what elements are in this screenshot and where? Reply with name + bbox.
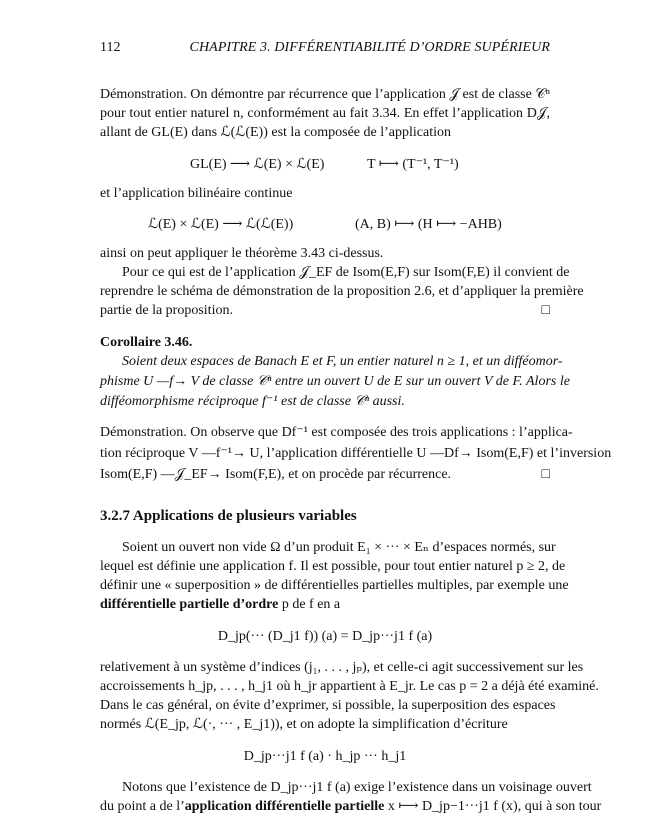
section-line-2: lequel est définie une application f. Il est possible, pour tout entier naturel p ≥ 2, de bbox=[100, 559, 566, 574]
qed-symbol: □ bbox=[541, 303, 550, 318]
section-line-10-start: du point a de l’ bbox=[100, 799, 185, 814]
display-equation-1-map: GL(E) ⟶ ℒ(E) × ℒ(E) bbox=[190, 157, 325, 172]
defined-term-2: application différentielle partielle bbox=[184, 799, 385, 814]
section-line-1: Soient un ouvert non vide Ω d’un produit E₁ × ··· × Eₙ d’espaces normés, sur bbox=[122, 540, 556, 555]
proof-line-8 bbox=[100, 302, 550, 320]
display-equation-2-map: ℒ(E) × ℒ(E) ⟶ ℒ(ℒ(E)) bbox=[148, 217, 294, 232]
proof2-line-3 bbox=[100, 466, 550, 484]
section-heading: 3.2.7 Applications de plusieurs variables bbox=[100, 508, 357, 524]
section-line-4 bbox=[100, 596, 550, 614]
section-line-8: normés ℒ(E_jp, ℒ(·, ··· , E_j1)), et on adopte la simplification d’écriture bbox=[100, 717, 508, 732]
corollary-line-3: difféomorphisme réciproque f⁻¹ est de classe 𝒞ⁿ aussi. bbox=[100, 394, 405, 409]
display-equation-1-formula: T ⟼ (T⁻¹, T⁻¹) bbox=[367, 157, 459, 172]
proof-line-3: allant de GL(E) dans ℒ(ℒ(E)) est la composée de l’application bbox=[100, 125, 451, 140]
display-equation-2-formula: (A, B) ⟼ (H ⟼ −AHB) bbox=[355, 217, 502, 232]
section-line-4-rest: p de f en a bbox=[278, 597, 341, 612]
page-number: 112 bbox=[100, 40, 121, 55]
section-line-9: Notons que l’existence de D_jp···j1 f (a) exige l’existence dans un voisinage ouvert bbox=[122, 780, 592, 795]
proof-line-1: Démonstration. On démontre par récurrence que l’application 𝒥 est de classe 𝒞ⁿ bbox=[100, 87, 550, 102]
corollary-line-2: phisme U —f→ V de classe 𝒞ⁿ entre un ouvert U de E sur un ouvert V de F. Alors le bbox=[100, 374, 570, 389]
section-line-3: définir une « superposition » de différentielles partielles multiples, par exemple une bbox=[100, 578, 569, 593]
display-equation-3: D_jp(··· (D_j1 f)) (a) = D_jp···j1 f (a) bbox=[217, 629, 433, 644]
chapter-title: CHAPITRE 3. DIFFÉRENTIABILITÉ D’ORDRE SUPÉRIEUR bbox=[189, 40, 550, 55]
section-line-5: relativement à un système d’indices (j₁, . . . , jₚ), et celle-ci agit successivement sur les bbox=[100, 660, 584, 675]
proof2-line-3-text: Isom(E,F) —𝒥_EF→ Isom(F,E), et on procède par récurrence. bbox=[100, 467, 452, 482]
corollary-line-1: Soient deux espaces de Banach E et F, un entier naturel n ≥ 1, et un difféomor- bbox=[122, 354, 563, 369]
defined-term: différentielle partielle d’ordre bbox=[100, 597, 279, 612]
proof-line-6: Pour ce qui est de l’application 𝒥_EF de Isom(E,F) sur Isom(F,E) il convient de bbox=[122, 265, 570, 280]
proof-line-5: ainsi on peut appliquer le théorème 3.43 ci-dessus. bbox=[100, 246, 384, 261]
proof-line-8-text: partie de la proposition. bbox=[100, 303, 233, 318]
proof2-line-2: tion réciproque V —f⁻¹→ U, l’application différentielle U —Df→ Isom(E,F) et l’inversion bbox=[100, 446, 612, 461]
proof-line-2: pour tout entier naturel n, conformément au fait 3.34. En effet l’application D𝒥, bbox=[100, 106, 550, 121]
qed-symbol-2: □ bbox=[541, 467, 550, 482]
proof-line-4: et l’application bilinéaire continue bbox=[100, 186, 293, 201]
section-line-7: Dans le cas général, on évite d’exprimer, si possible, la superposition des espaces bbox=[100, 698, 556, 713]
display-equation-4: D_jp···j1 f (a) · h_jp ··· h_j1 bbox=[243, 749, 407, 764]
proof2-line-1: Démonstration. On observe que Df⁻¹ est composée des trois applications : l’applica- bbox=[100, 425, 573, 440]
section-line-10-end: x ⟼ D_jp−1···j1 f (x), qui à son tour bbox=[384, 799, 602, 814]
section-line-10 bbox=[100, 798, 602, 816]
section-line-6: accroissements h_jp, . . . , h_j1 où h_jr appartient à E_jr. Le cas p = 2 a déjà été examiné. bbox=[100, 679, 599, 694]
corollary-title: Corollaire 3.46. bbox=[100, 335, 193, 350]
proof-line-7: reprendre le schéma de démonstration de la proposition 2.6, et d’appliquer la première bbox=[100, 284, 584, 299]
